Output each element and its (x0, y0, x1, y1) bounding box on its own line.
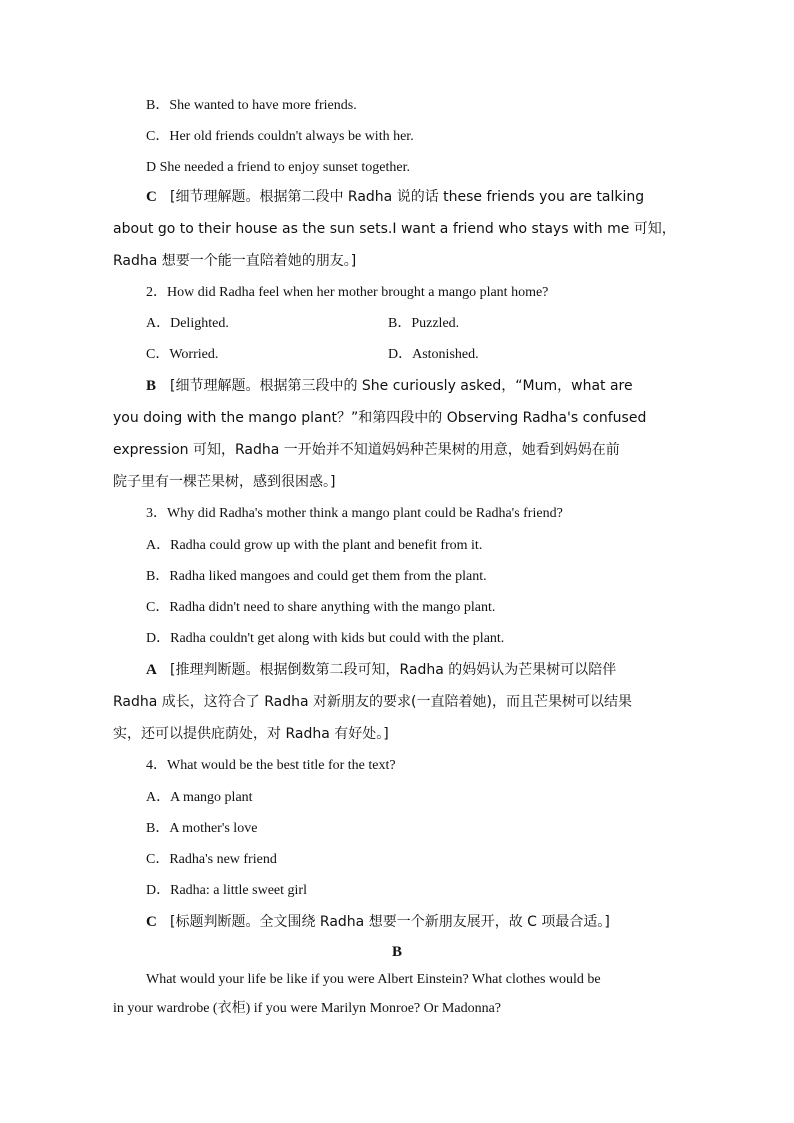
q2-option-b: B．Puzzled. (388, 316, 460, 331)
q2-option-a: A．Delighted. (146, 316, 229, 331)
q3-analysis-line-2: Radha 成长，这符合了 Radha 对新朋友的要求(一直陪着她)，而且芒果树可以结果 (113, 694, 632, 710)
q2-answer-line (146, 376, 633, 396)
q4-answer: C (146, 914, 157, 930)
q3-analysis-line-1: [推理判断题。根据倒数第二段可知，Radha 的妈妈认为芒果树可以陪伴 (170, 662, 617, 678)
q1-answer-line (146, 187, 644, 207)
section-b-paragraph-line-1: What would your life be like if you were Albert Einstein? What clothes would be (146, 972, 601, 987)
q3-answer: A (146, 662, 157, 678)
q3-option-c: C．Radha didn't need to share anything with the mango plant. (146, 600, 496, 615)
q4-analysis-line-1: [标题判断题。全文围绕 Radha 想要一个新朋友展开，故 C 项最合适。] (170, 914, 610, 930)
q3-option-b: B．Radha liked mangoes and could get them from the plant. (146, 569, 487, 584)
q3-option-d: D．Radha couldn't get along with kids but could with the plant. (146, 631, 505, 646)
q2-analysis-line-2: you doing with the mango plant？”和第四段中的 Observing Radha's confused (113, 410, 647, 426)
q1-analysis-line-3: Radha 想要一个能一直陪着她的朋友。] (113, 253, 357, 269)
q3-stem: 3．Why did Radha's mother think a mango plant could be Radha's friend? (146, 506, 563, 521)
q4-option-b: B．A mother's love (146, 821, 258, 836)
q4-stem: 4．What would be the best title for the text? (146, 758, 396, 773)
q2-analysis-line-3: expression 可知，Radha 一开始并不知道妈妈种芒果树的用意，她看到妈妈在前 (113, 442, 620, 458)
q2-analysis-line-4: 院子里有一棵芒果树，感到很困惑。] (113, 474, 336, 490)
q1-analysis-line-1: [细节理解题。根据第二段中 Radha 说的话 these friends you are talking (170, 189, 645, 205)
q1-option-c: C．Her old friends couldn't always be with her. (146, 129, 414, 144)
q1-option-d: D She needed a friend to enjoy sunset together. (146, 160, 410, 175)
q1-answer: C (146, 189, 157, 205)
q4-option-c: C．Radha's new friend (146, 852, 277, 867)
q4-option-d: D．Radha: a little sweet girl (146, 883, 307, 898)
q2-answer: B (146, 378, 157, 394)
q4-option-a: A．A mango plant (146, 790, 253, 805)
q2-analysis-line-1: [细节理解题。根据第三段中的 She curiously asked，“Mum，what are (170, 378, 633, 394)
q3-option-a: A．Radha could grow up with the plant and benefit from it. (146, 538, 483, 553)
section-b-heading: B (391, 944, 402, 960)
q1-analysis-line-2: about go to their house as the sun sets.I want a friend who stays with me 可知， (113, 221, 676, 237)
q3-analysis-line-3: 实，还可以提供庇荫处，对 Radha 有好处。] (113, 726, 389, 742)
q2-option-c: C．Worried. (146, 347, 219, 362)
q2-option-d: D．Astonished. (388, 347, 479, 362)
q2-stem: 2．How did Radha feel when her mother brought a mango plant home? (146, 285, 549, 300)
q1-option-b: B．She wanted to have more friends. (146, 98, 357, 113)
section-b-paragraph-line-2: in your wardrobe (衣柜) if you were Marilyn Monroe? Or Madonna? (113, 1001, 501, 1016)
q3-answer-line (146, 660, 616, 680)
q4-answer-line (146, 912, 610, 932)
